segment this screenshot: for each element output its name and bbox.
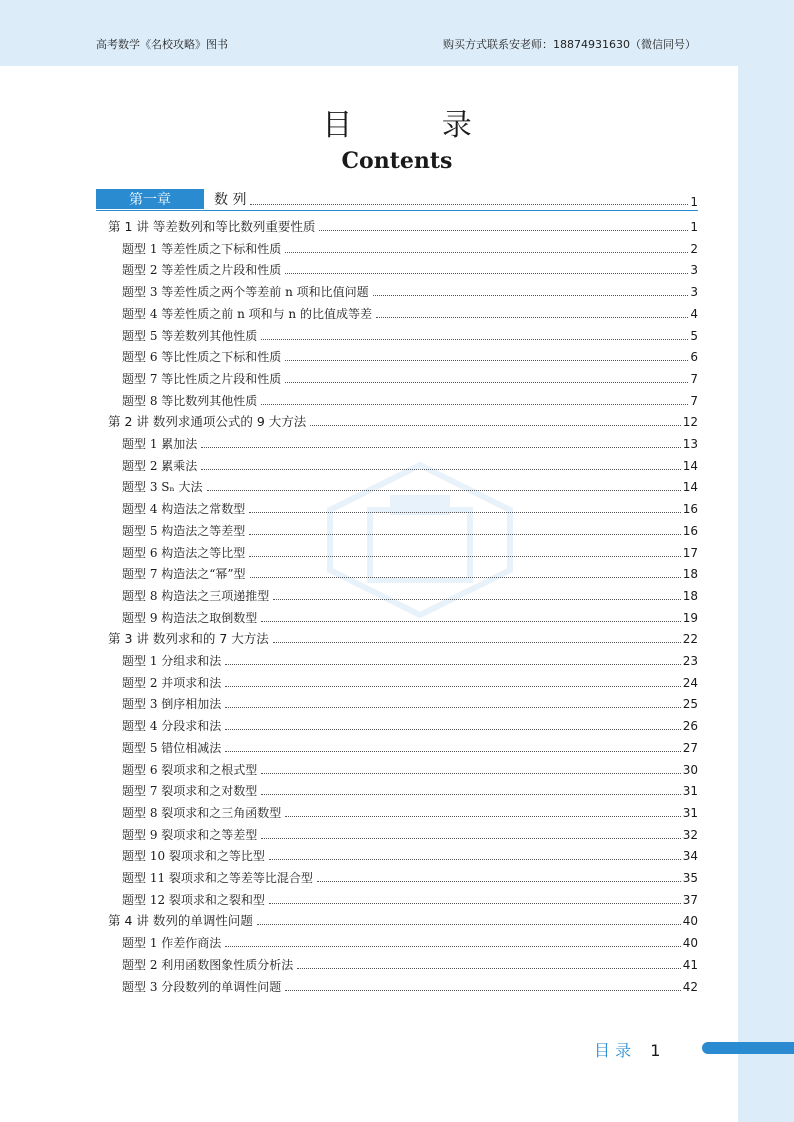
toc-entry-page: 23 — [682, 654, 698, 668]
toc-entry-page: 37 — [682, 892, 698, 907]
toc-entry-label: 题型 3 倒序相加法 — [122, 697, 222, 712]
toc-question-type-entry[interactable] — [122, 610, 698, 626]
toc-entry-page: 31 — [682, 784, 698, 799]
toc-entry-label: 题型 1 累加法 — [122, 437, 198, 451]
leader-dots — [261, 794, 680, 795]
leader-dots — [261, 773, 680, 774]
leader-dots — [297, 968, 680, 969]
toc-question-type-entry[interactable] — [122, 349, 698, 365]
toc-question-type-entry[interactable] — [122, 762, 698, 778]
toc-entry-page: 18 — [682, 588, 698, 603]
header-book-title: 高考数学《名校攻略》图书 — [96, 38, 228, 51]
toc-question-type-entry[interactable] — [122, 371, 698, 387]
toc-question-type-entry[interactable] — [122, 675, 698, 691]
toc-entry-label: 题型 10 裂项求和之等比型 — [122, 849, 265, 864]
toc-question-type-entry[interactable] — [122, 892, 698, 908]
toc-entry-page: 24 — [682, 675, 698, 690]
leader-dots — [285, 816, 680, 817]
toc-entry-label: 题型 4 构造法之常数型 — [122, 502, 246, 517]
toc-entry-page: 2 — [690, 241, 698, 256]
leader-dots — [285, 990, 680, 991]
toc-question-type-entry[interactable] — [122, 523, 698, 539]
leader-dots — [201, 469, 680, 470]
toc-question-type-entry[interactable] — [122, 545, 698, 561]
toc-question-type-entry[interactable] — [122, 979, 698, 995]
toc-entry-page: 34 — [682, 849, 698, 864]
toc-lecture-entry[interactable] — [108, 414, 698, 430]
leader-dots — [285, 273, 688, 274]
leader-dots — [269, 903, 681, 904]
toc-entry-page: 18 — [682, 567, 698, 582]
toc-entry-page: 16 — [682, 502, 698, 517]
toc-entry-label: 题型 4 等差性质之前 n 项和与 n 的比值成等差 — [122, 306, 372, 321]
leader-dots — [225, 664, 680, 665]
footer-page-number: 1 — [650, 1041, 661, 1060]
toc-question-type-entry[interactable] — [122, 805, 698, 821]
leader-dots — [225, 729, 680, 730]
toc-entry-label: 第 4 讲 数列的单调性问题 — [108, 913, 253, 929]
toc-entry-page: 17 — [682, 545, 698, 560]
toc-entry-page: 19 — [682, 610, 698, 625]
leader-dots — [261, 621, 680, 622]
leader-dots — [249, 556, 680, 557]
toc-entry-label: 题型 5 等差数列其他性质 — [122, 328, 258, 343]
toc-entry-page: 27 — [682, 740, 698, 755]
toc-question-type-entry[interactable] — [122, 783, 698, 799]
toc-question-type-entry[interactable] — [122, 827, 698, 843]
toc-entry-page: 4 — [690, 306, 698, 321]
toc-entry-label: 题型 7 构造法之“幂”型 — [122, 567, 246, 582]
toc-question-type-entry[interactable] — [122, 740, 698, 756]
toc-question-type-entry[interactable] — [122, 718, 698, 734]
toc-lecture-entry[interactable] — [108, 219, 698, 235]
leader-dots — [285, 360, 688, 361]
leader-dots — [201, 447, 680, 448]
toc-question-type-entry[interactable] — [122, 957, 698, 973]
toc-entry-label: 题型 5 构造法之等差型 — [122, 523, 246, 538]
toc-entry-label: 题型 6 等比性质之下标和性质 — [122, 350, 282, 365]
leader-dots — [285, 382, 688, 383]
toc-question-type-entry[interactable] — [122, 241, 698, 257]
toc-entry-page: 25 — [682, 697, 698, 712]
leader-dots — [225, 946, 680, 947]
toc-entry-label: 题型 3 等差性质之两个等差前 n 项和比值问题 — [122, 285, 369, 300]
toc-entry-label: 题型 7 裂项求和之对数型 — [122, 784, 258, 799]
toc-entry-label: 题型 6 构造法之等比型 — [122, 545, 246, 560]
toc-entry-label: 题型 9 裂项求和之等差型 — [122, 827, 258, 842]
leader-dots — [225, 751, 680, 752]
toc-question-type-entry[interactable] — [122, 588, 698, 604]
toc-entry-label: 题型 1 等差性质之下标和性质 — [122, 241, 282, 256]
toc-entry-page: 5 — [690, 328, 698, 343]
leader-dots — [261, 404, 688, 405]
leader-dots — [273, 599, 680, 600]
toc-entry-page: 42 — [682, 979, 698, 994]
toc-entry-page: 12 — [682, 415, 698, 430]
toc-entry-label: 题型 9 构造法之取倒数型 — [122, 610, 258, 625]
leader-dots — [319, 230, 688, 231]
toc-entry-page: 16 — [682, 523, 698, 538]
leader-dots — [285, 252, 688, 253]
toc-question-type-entry[interactable] — [122, 501, 698, 517]
chapter-number-box: 第一章 — [96, 189, 204, 209]
toc-entry-label: 题型 5 错位相减法 — [122, 740, 222, 755]
toc-question-type-entry[interactable] — [122, 566, 698, 582]
toc-entry-page: 6 — [690, 350, 698, 365]
toc-entry-page: 31 — [682, 805, 698, 820]
toc-entry-page: 14 — [682, 458, 698, 473]
toc-entry-page: 40 — [682, 936, 698, 951]
toc-lecture-entry[interactable] — [108, 913, 698, 929]
leader-dots — [207, 490, 681, 491]
toc-question-type-entry[interactable] — [122, 284, 698, 300]
toc-entry-label: 题型 2 并项求和法 — [122, 675, 222, 690]
header-band — [0, 0, 794, 66]
toc-question-type-entry[interactable] — [122, 393, 698, 409]
toc-question-type-entry[interactable] — [122, 696, 698, 712]
toc-question-type-entry[interactable] — [122, 653, 698, 669]
toc-entry-page: 32 — [682, 827, 698, 842]
toc-entry-label: 题型 12 裂项求和之裂和型 — [122, 892, 265, 907]
toc-entry-label: 题型 7 等比性质之片段和性质 — [122, 371, 282, 386]
toc-entry-label: 题型 1 作差作商法 — [122, 936, 222, 951]
toc-entry-label: 题型 8 等比数列其他性质 — [122, 393, 258, 408]
toc-entry-label: 题型 8 裂项求和之三角函数型 — [122, 805, 282, 820]
page-subtitle: Contents — [341, 148, 453, 174]
toc-entry-page: 1 — [690, 220, 698, 234]
chapter-title: 数 列 — [214, 192, 247, 208]
leader-dots — [250, 204, 688, 205]
toc-question-type-entry[interactable] — [122, 262, 698, 278]
leader-dots — [261, 838, 680, 839]
toc-question-type-entry[interactable] — [122, 848, 698, 864]
toc-entry-label: 题型 2 累乘法 — [122, 458, 198, 473]
toc-entry-label: 题型 11 裂项求和之等差等比混合型 — [122, 871, 313, 885]
leader-dots — [249, 512, 680, 513]
footer-accent-bar — [702, 1042, 794, 1054]
leader-dots — [249, 534, 680, 535]
toc-entry-label: 题型 2 等差性质之片段和性质 — [122, 263, 282, 278]
toc-entry-page: 30 — [682, 762, 698, 777]
toc-lecture-entry[interactable] — [108, 631, 698, 647]
leader-dots — [269, 859, 681, 860]
footer-section-label — [594, 1038, 660, 1061]
toc-question-type-entry[interactable] — [122, 328, 698, 344]
leader-dots — [261, 339, 688, 340]
chapter-underline — [96, 210, 698, 211]
toc-question-type-entry[interactable] — [122, 436, 698, 452]
toc-entry-page: 35 — [682, 871, 698, 885]
toc-entry-page: 3 — [690, 285, 698, 300]
toc-entry-label: 题型 2 利用函数图象性质分析法 — [122, 957, 294, 972]
toc-entry-label: 题型 3 Sₙ 大法 — [122, 480, 203, 495]
chapter-heading[interactable] — [96, 189, 698, 209]
toc-entry-label: 第 3 讲 数列求和的 7 大方法 — [108, 631, 269, 647]
toc-entry-label: 题型 1 分组求和法 — [122, 654, 222, 668]
toc-entry-page: 3 — [690, 263, 698, 278]
toc-entry-page: 40 — [682, 914, 698, 929]
leader-dots — [225, 707, 680, 708]
toc-question-type-entry[interactable] — [122, 935, 698, 951]
toc-entry-page: 26 — [682, 719, 698, 734]
toc-entry-label: 题型 6 裂项求和之根式型 — [122, 762, 258, 777]
toc-entry-page: 22 — [682, 632, 698, 647]
toc-entry-label: 第 1 讲 等差数列和等比数列重要性质 — [108, 219, 316, 234]
toc-entry-label: 第 2 讲 数列求通项公式的 9 大方法 — [108, 414, 307, 430]
leader-dots — [273, 642, 681, 643]
toc-entry-page: 7 — [690, 371, 698, 386]
leader-dots — [310, 425, 680, 426]
toc-entry-page: 14 — [682, 480, 698, 495]
toc-question-type-entry[interactable] — [122, 458, 698, 474]
chapter-page: 1 — [690, 195, 698, 209]
leader-dots — [250, 577, 681, 578]
leader-dots — [257, 924, 681, 925]
toc-question-type-entry[interactable] — [122, 479, 698, 495]
toc-entry-page: 13 — [682, 437, 698, 451]
toc-question-type-entry[interactable] — [122, 306, 698, 322]
toc-entry-page: 7 — [690, 393, 698, 408]
leader-dots — [373, 295, 689, 296]
footer-label: 目 录 — [594, 1041, 632, 1060]
toc-entry-page: 41 — [682, 957, 698, 972]
header-contact: 购买方式联系安老师：18874931630（微信同号） — [443, 38, 696, 51]
leader-dots — [376, 317, 688, 318]
toc-entry-label: 题型 3 分段数列的单调性问题 — [122, 979, 282, 994]
leader-dots — [317, 881, 681, 882]
leader-dots — [225, 686, 680, 687]
toc-question-type-entry[interactable] — [122, 870, 698, 886]
toc-entry-label: 题型 8 构造法之三项递推型 — [122, 588, 270, 603]
toc-entry-label: 题型 4 分段求和法 — [122, 719, 222, 734]
page-title: 目 录 — [322, 108, 512, 143]
